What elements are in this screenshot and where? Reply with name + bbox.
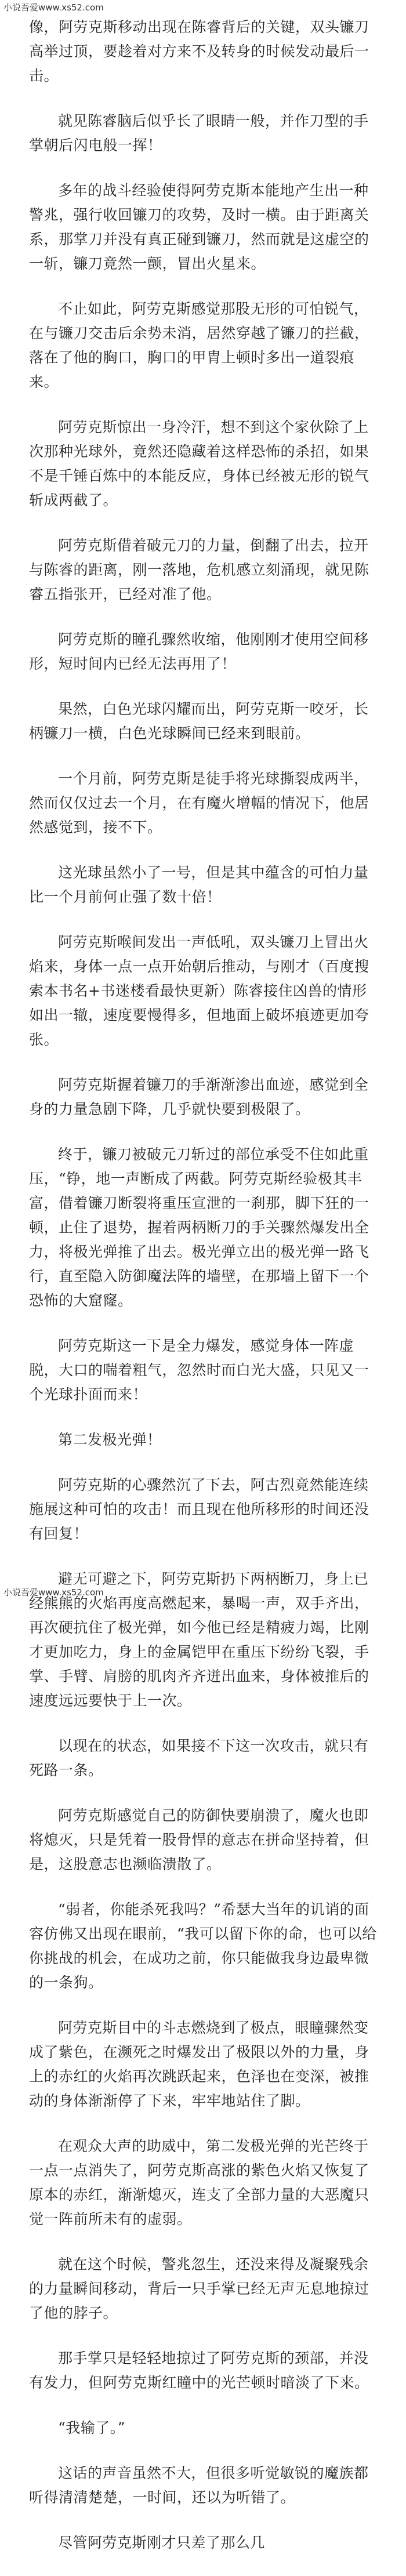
site-watermark-top: 小说吾爱www.xs52.com — [3, 2, 104, 13]
paragraph: 阿劳克斯这一下是全力爆发，感觉身体一阵虚脱，大口的喘着粗气，忽然时而白光大盛，只见又一个光球扑面而来！ — [29, 1337, 369, 1403]
paragraph: 一个月前，阿劳克斯是徒手将光球撕裂成两半，然而仅仅过去一个月，在有魔火增幅的情况下，他居然感觉到，接不下。 — [29, 770, 369, 836]
paragraph: 就在这个时候，警兆忽生，还没来得及凝聚残余的力量瞬间移动，背后一只手掌已经无声无息地掠过了他的脖子。 — [29, 2256, 369, 2321]
paragraph: 不止如此，阿劳克斯感觉那股无形的可怕锐气，在与镰刀交击后余势未消，居然穿越了镰刀的拦截，落在了他的胸口，胸口的甲胄上顿时多出一道裂痕来。 — [29, 300, 369, 390]
paragraph: 果然，白色光球闪耀而出，阿劳克斯一咬牙，长柄镰刀一横，白色光球瞬间已经来到眼前。 — [29, 701, 369, 742]
paragraph: 多年的战斗经验使得阿劳克斯本能地产生出一种警兆，强行收回镰刀的攻势，及时一横。由于距离关系，那掌刀并没有真正碰到镰刀，然而就是这虚空的一斩，镰刀竟然一颤，冒出火星来。 — [29, 182, 369, 272]
site-watermark-bottom: 小说吾爱www.xs52.com — [3, 1587, 104, 1598]
paragraph: 避无可避之下，阿劳克斯扔下两柄断刀，身上已经熊熊的火焰再度高燃起来，暴喝一声，双手齐出，再次硬抗住了极光弹，如今他已经是精疲力竭，比刚才更加吃力，身上的金属铠甲在重压下纷纷飞裂，手掌、手臂、肩膀的肌肉齐齐迸出血来，身体被推后的速度远远要快于上一次。 — [29, 1570, 369, 1709]
paragraph: 阿劳克斯喉间发出一声低吼，双头镰刀上冒出火焰来，身体一点一点开始朝后推动，与刚才（百度搜索本书名+书迷楼看最快更新）陈睿接住凶兽的情形如出一辙，速度要慢得多，但地面上破坏痕迹更加夸张。 — [29, 934, 369, 1048]
paragraph: “弱者，你能杀死我吗？”希瑟大当年的讥诮的面容仿佛又出现在眼前，“我可以留下你的命，也可以给你挑战的机会，在成功之前，你只能做我身边最卑微的一条狗。 — [29, 1901, 377, 1991]
paragraph: 阿劳克斯感觉自己的防御快要崩溃了，魔火也即将熄灭，只是凭着一股骨悍的意志在拼命坚持着，但是，这股意志也濒临溃散了。 — [29, 1807, 369, 1873]
paragraph: 在观众大声的助威中，第二发极光弹的光芒终于一点一点消失了，阿劳克斯高涨的紫色火焰又恢复了原本的赤红，渐渐熄灭，连支了全部力量的大恶魔只觉一阵前所未有的虚弱。 — [29, 2138, 369, 2227]
paragraph: 阿劳克斯握着镰刀的手渐渐渗出血迹，感觉到全身的力量急剧下降，几乎就快要到极限了。 — [29, 1076, 369, 1118]
paragraph: 终于，镰刀被破元刀斩过的部位承受不住如此重压，“铮，地一声断成了两截。阿劳克斯经验极其丰富，借着镰刀断裂将重压宣泄的一刹那，脚下狂的一顿，止住了退势，握着两柄断刀的手关骤然爆发出全力，将极光弹推了出去。极光弹立出的极光弹一路飞行，直至隐入防御魔法阵的墙壁，在那墙上留下一个恐怖的大窟窿。 — [29, 1146, 369, 1309]
paragraph: 尽管阿劳克斯刚才只差了那么几 — [58, 2534, 266, 2551]
paragraph: 以现在的状态，如果接不下这一次攻击，就只有死路一条。 — [29, 1737, 369, 1779]
paragraph: 阿劳克斯惊出一身冷汗，想不到这个家伙除了上次那种光球外，竟然还隐藏着这样恐怖的杀招，如果不是千锤百炼中的本能反应，身体已经被无形的锐气斩成两截了。 — [29, 419, 369, 509]
paragraph: 这话的声音虽然不大，但很多听觉敏锐的魔族都听得清清楚楚，一时间，还以为听错了。 — [29, 2465, 369, 2506]
paragraph: 第二发极光弹！ — [58, 1431, 162, 1448]
paragraph: 像，阿劳克斯移动出现在陈睿背后的关键，双头镰刀高举过顶，要趁着对方来不及转身的时候发动最后一击。 — [29, 19, 369, 84]
paragraph: 阿劳克斯的心骤然沉了下去，阿古烈竟然能连续施展这种可怕的攻击！而且现在他所移形的时间还没有回复！ — [29, 1476, 369, 1542]
paragraph: “我输了。” — [58, 2419, 126, 2436]
paragraph: 阿劳克斯目中的斗志燃烧到了极点，眼瞳骤然变成了紫色，在濒死之时爆发出了极限以外的力量，身上的赤红的火焰再次跳跃起来，色泽也在变深，被推动的身体渐渐停了下来，牢牢地站住了脚。 — [29, 2019, 369, 2109]
paragraph: 阿劳克斯的瞳孔骤然收缩，他刚刚才使用空间移形，短时间内已经无法再用了！ — [29, 631, 369, 672]
paragraph: 就见陈睿脑后似乎长了眼睛一般，并作刀型的手掌朝后闪电般一挥！ — [29, 113, 369, 154]
paragraph: 这光球虽然小了一号，但是其中蕴含的可怕力量比一个月前何止强了数十倍！ — [29, 864, 369, 905]
paragraph: 那手掌只是轻轻地掠过了阿劳克斯的颈部，并没有发力，但阿劳克斯红瞳中的光芒顿时暗淡了下来。 — [29, 2350, 369, 2391]
chapter-text — [29, 15, 377, 2576]
paragraph: 阿劳克斯借着破元刀的力量，倒翻了出去，拉开与陈睿的距离，刚一落地，危机感立刻涌现，就见陈睿五指张开，已经对准了他。 — [29, 537, 369, 603]
